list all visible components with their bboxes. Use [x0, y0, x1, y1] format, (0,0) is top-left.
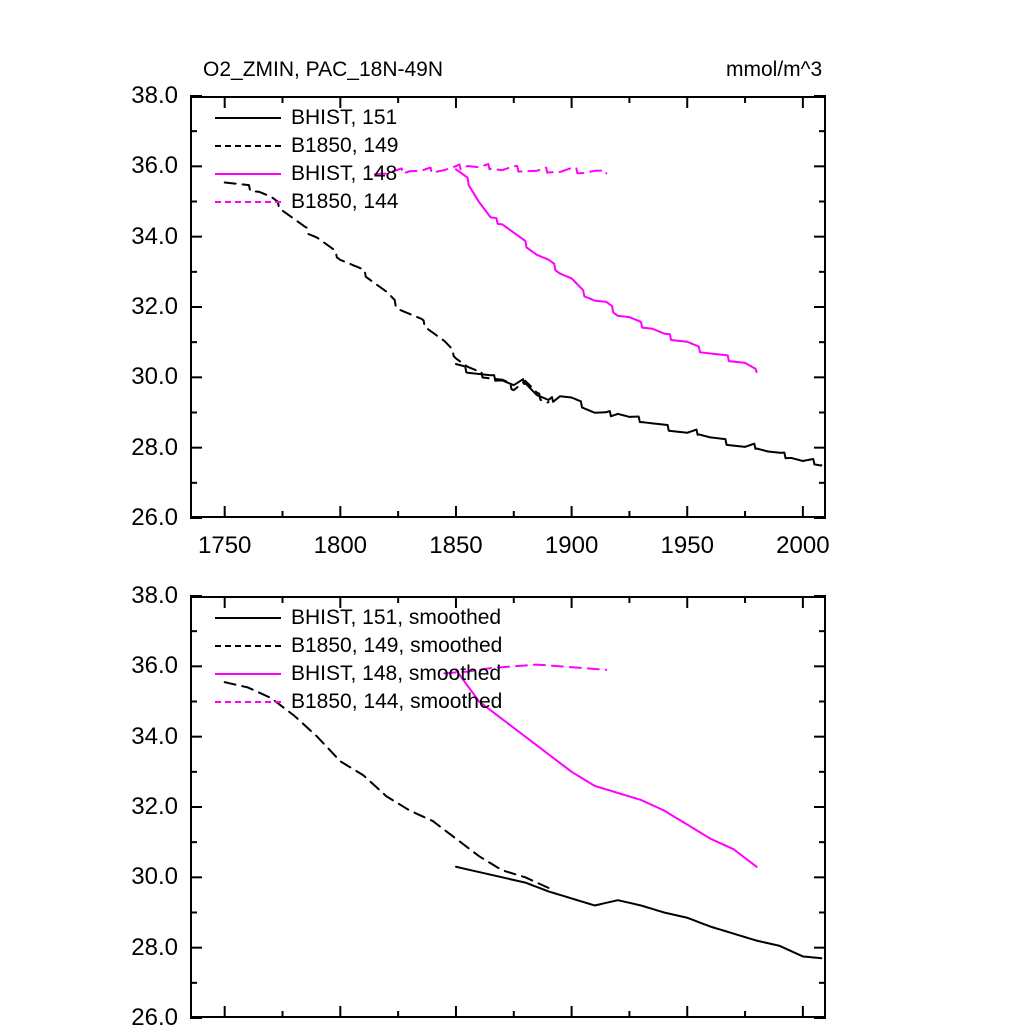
bottom-panel	[0, 560, 1024, 1031]
legend-item-label: B1850, 144	[291, 190, 399, 213]
y-axis-tick-label: 30.0	[131, 863, 178, 891]
data-series-line	[456, 169, 757, 372]
legend-item-label: BHIST, 151	[291, 106, 398, 129]
legend-item	[215, 160, 398, 188]
data-series-line	[375, 164, 606, 174]
y-axis-tick-label: 30.0	[131, 363, 178, 391]
legend-item	[215, 188, 398, 216]
x-axis-tick-label: 1850	[429, 532, 483, 559]
y-axis-tick-label: 36.0	[131, 652, 178, 680]
legend-item	[215, 660, 502, 688]
y-axis-tick-label: 26.0	[131, 1004, 178, 1031]
y-axis-tick-label: 26.0	[131, 504, 178, 531]
y-axis-tick-label: 36.0	[131, 152, 178, 180]
top-panel-title: O2_ZMIN, PAC_18N-49N	[203, 58, 444, 81]
legend-item-label: B1850, 149, smoothed	[291, 634, 503, 657]
bottom-panel-legend	[215, 604, 502, 716]
legend-line-swatch	[215, 160, 281, 188]
legend-item	[215, 132, 398, 160]
x-axis-tick-label: 2000	[776, 532, 830, 559]
y-axis-tick-label: 38.0	[131, 82, 178, 109]
x-axis-tick-label: 1800	[313, 532, 368, 559]
legend-item	[215, 688, 502, 716]
data-series-line	[456, 364, 821, 465]
legend-item-label: B1850, 144, smoothed	[291, 690, 503, 713]
legend-line-swatch	[215, 188, 281, 216]
x-axis-tick-label: 1950	[660, 532, 714, 559]
y-axis-tick-label: 28.0	[131, 433, 178, 461]
legend-line-swatch	[215, 632, 281, 660]
legend-line-swatch	[215, 104, 281, 132]
y-axis-tick-label: 28.0	[131, 933, 178, 961]
legend-item-label: BHIST, 148, smoothed	[291, 662, 502, 685]
legend-item	[215, 104, 398, 132]
y-axis-tick-label: 38.0	[131, 582, 178, 609]
legend-item	[215, 632, 502, 660]
legend-line-swatch	[215, 604, 281, 632]
top-panel-legend	[215, 104, 398, 216]
legend-line-swatch	[215, 660, 281, 688]
top-panel-units: mmol/m^3	[726, 58, 823, 81]
legend-item-label: BHIST, 151, smoothed	[291, 606, 502, 629]
data-series-line	[456, 867, 821, 958]
legend-item-label: B1850, 149	[291, 134, 399, 157]
legend-line-swatch	[215, 132, 281, 160]
legend-line-swatch	[215, 688, 281, 716]
y-axis-tick-label: 32.0	[131, 793, 178, 820]
x-axis-tick-label: 1750	[197, 532, 252, 559]
y-axis-tick-label: 32.0	[131, 293, 178, 320]
x-axis-tick-label: 1900	[544, 532, 599, 559]
legend-item-label: BHIST, 148	[291, 162, 398, 185]
y-axis-tick-label: 34.0	[131, 222, 178, 250]
y-axis-tick-label: 34.0	[131, 722, 178, 750]
legend-item	[215, 604, 502, 632]
